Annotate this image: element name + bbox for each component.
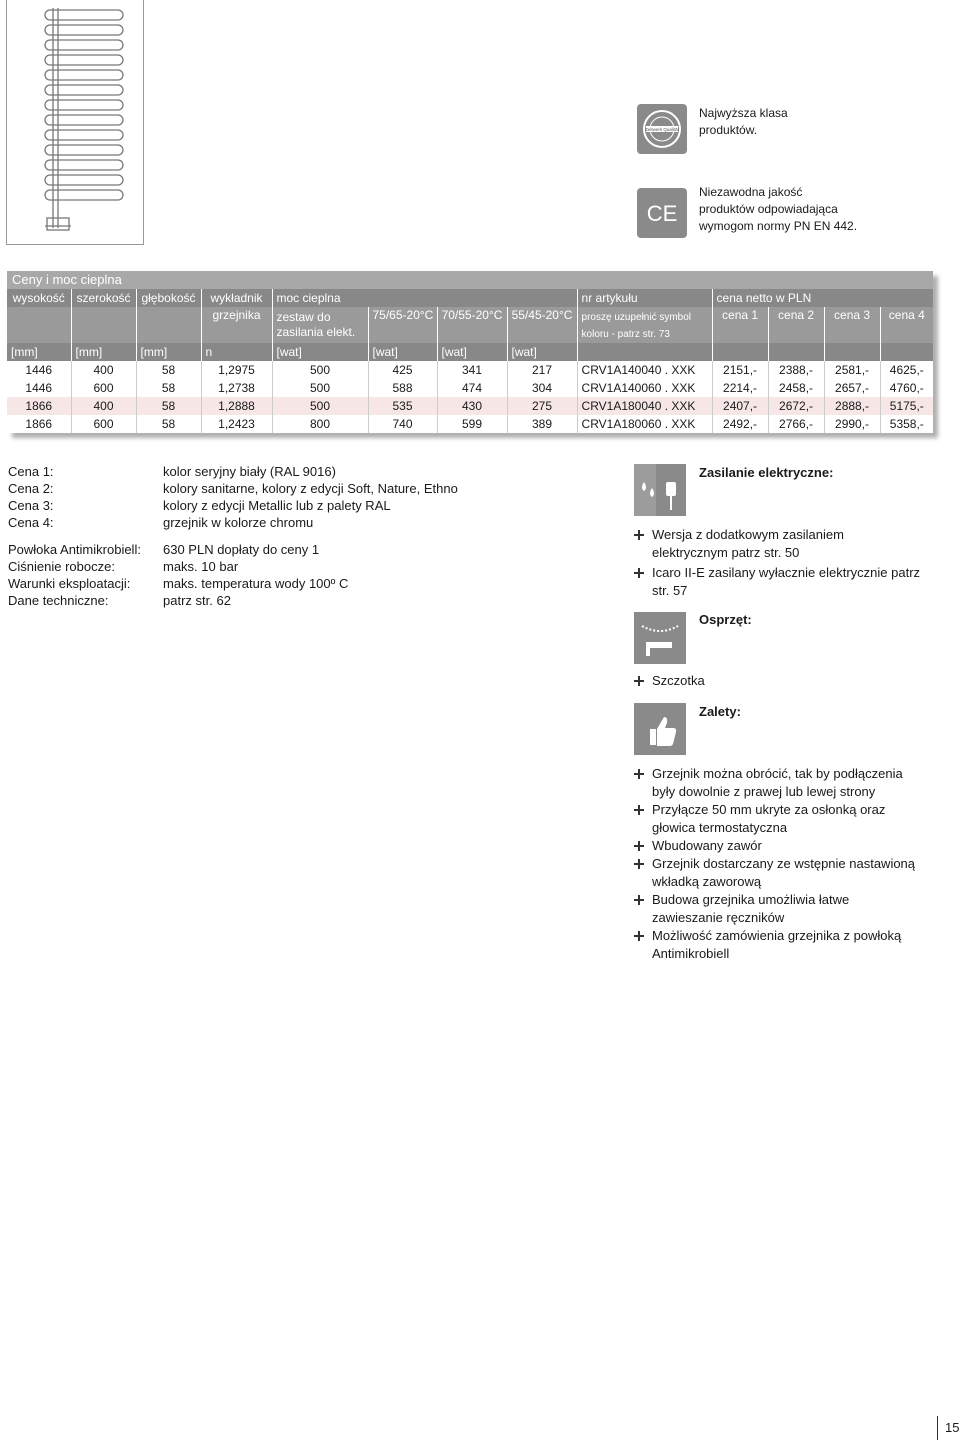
table-cell-c4: 4625,- <box>880 361 933 379</box>
accessories-title: Osprzęt: <box>699 612 752 627</box>
list-item: Możliwość zamówienia grzejnika z powłoką Antimikrobiell <box>634 927 922 963</box>
table-cell-w: 600 <box>71 379 136 397</box>
col-t1: 75/65-20°C <box>368 307 437 343</box>
col-c1: cena 1 <box>712 307 768 343</box>
col-zestaw: zestaw do zasilania elekt. <box>272 307 368 343</box>
col-cena-netto: cena netto w PLN <box>712 289 933 307</box>
table-cell-c3: 2888,- <box>824 397 880 415</box>
price-table <box>7 271 933 433</box>
accessories-badge <box>634 612 686 664</box>
reliable-line-2: produktów odpowiadająca <box>699 202 838 216</box>
plus-icon <box>634 530 644 540</box>
plus-icon <box>634 895 644 905</box>
spec-row: Dane techniczne: patrz str. 62 <box>8 593 231 608</box>
col-t3: 55/45-20°C <box>507 307 577 343</box>
unit-wat-1: [wat] <box>272 343 368 361</box>
table-cell-c3: 2657,- <box>824 379 880 397</box>
quality-text <box>699 105 788 139</box>
table-row <box>7 415 933 433</box>
table-cell-c2: 2766,- <box>768 415 824 433</box>
list-item: Grzejnik można obrócić, tak by podłączenia były dowolnie z prawej lub lewej strony <box>634 765 922 801</box>
table-cell-d: 58 <box>136 379 201 397</box>
list-item: Wersja z dodatkowym zasilaniem elektrycznym patrz str. 50 <box>634 526 922 562</box>
table-cell-n: 1,2975 <box>201 361 272 379</box>
spec-row: Cena 1: kolor seryjny biały (RAL 9016) <box>8 464 336 479</box>
table-cell-w: 400 <box>71 361 136 379</box>
list-item: Wbudowany zawór <box>634 837 922 855</box>
table-cell-c4: 4760,- <box>880 379 933 397</box>
table-cell-p1: 535 <box>368 397 437 415</box>
table-cell-d: 58 <box>136 415 201 433</box>
list-item: Icaro II-E zasilany wyłacznie elektrycznie patrz str. 57 <box>634 564 922 600</box>
ce-symbol: CE <box>646 201 678 226</box>
col-wykladnik: wykładnik <box>201 289 272 307</box>
accessories-list <box>634 672 922 690</box>
table-cell-e: 500 <box>272 397 368 415</box>
plus-icon <box>634 568 644 578</box>
spec-row: Warunki eksploatacji: maks. temperatura wody 100º C <box>8 576 349 591</box>
col-szerokosc: szerokość <box>71 289 136 307</box>
price-table-grid <box>7 289 933 433</box>
col-nr: nr artykułu <box>577 289 712 307</box>
table-cell-c1: 2407,- <box>712 397 768 415</box>
plus-icon <box>634 769 644 779</box>
table-cell-c3: 2990,- <box>824 415 880 433</box>
table-cell-d: 58 <box>136 361 201 379</box>
table-cell-p1: 425 <box>368 361 437 379</box>
unit-mm-3: [mm] <box>136 343 201 361</box>
table-cell-c4: 5358,- <box>880 415 933 433</box>
ce-icon <box>637 188 687 238</box>
unit-mm-2: [mm] <box>71 343 136 361</box>
col-moc: moc cieplna <box>272 289 577 307</box>
radiator-drawing <box>7 0 145 245</box>
col-c3: cena 3 <box>824 307 880 343</box>
table-cell-n: 1,2423 <box>201 415 272 433</box>
thumbs-up-icon <box>634 703 686 755</box>
table-title: Ceny i moc cieplna <box>7 271 933 289</box>
col-wysokosc: wysokość <box>7 289 71 307</box>
reliable-text <box>699 184 857 235</box>
electric-badge <box>634 464 686 516</box>
table-cell-c4: 5175,- <box>880 397 933 415</box>
spec-row: Powłoka Antimikrobiell: 630 PLN dopłaty do ceny 1 <box>8 542 320 557</box>
col-c2: cena 2 <box>768 307 824 343</box>
unit-n: n <box>201 343 272 361</box>
table-cell-e: 800 <box>272 415 368 433</box>
table-cell-p2: 599 <box>437 415 507 433</box>
table-cell-n: 1,2888 <box>201 397 272 415</box>
table-cell-h: 1446 <box>7 361 71 379</box>
table-cell-art: CRV1A140060 . XXK <box>577 379 712 397</box>
advantages-list <box>634 765 922 963</box>
table-cell-c1: 2151,- <box>712 361 768 379</box>
plus-icon <box>634 841 644 851</box>
advantages-title: Zalety: <box>699 704 741 719</box>
table-cell-h: 1866 <box>7 415 71 433</box>
plus-icon <box>634 805 644 815</box>
table-cell-p1: 740 <box>368 415 437 433</box>
table-cell-c1: 2492,- <box>712 415 768 433</box>
page-number-divider <box>937 1416 938 1440</box>
electric-list <box>634 526 922 600</box>
advantages-badge <box>634 703 686 755</box>
table-cell-h: 1866 <box>7 397 71 415</box>
col-nr-note: proszę uzupełnić symbol koloru - patrz str. 73 <box>577 307 712 343</box>
spec-row: Cena 4: grzejnik w kolorze chromu <box>8 515 314 530</box>
table-cell-c2: 2672,- <box>768 397 824 415</box>
quality-badge <box>637 104 687 154</box>
unit-wat-2: [wat] <box>368 343 437 361</box>
list-item: Przyłącze 50 mm ukryte za osłonką oraz głowica termostatyczna <box>634 801 922 837</box>
table-cell-p2: 341 <box>437 361 507 379</box>
quality-line-1: Najwyższa klasa <box>699 106 788 120</box>
table-cell-h: 1446 <box>7 379 71 397</box>
table-cell-e: 500 <box>272 379 368 397</box>
electric-title: Zasilanie elektryczne: <box>699 465 834 480</box>
table-cell-art: CRV1A180060 . XXK <box>577 415 712 433</box>
col-c4: cena 4 <box>880 307 933 343</box>
ce-badge <box>637 188 687 238</box>
quality-stamp-text: Zeitwerk Qualität <box>645 127 679 132</box>
plus-icon <box>634 676 644 686</box>
table-cell-p3: 304 <box>507 379 577 397</box>
spec-row: Cena 3: kolory z edycji Metallic lub z palety RAL <box>8 498 391 513</box>
table-cell-c1: 2214,- <box>712 379 768 397</box>
col-glebokosc: głębokość <box>136 289 201 307</box>
table-cell-d: 58 <box>136 397 201 415</box>
electric-plug-icon <box>634 464 686 516</box>
table-cell-c3: 2581,- <box>824 361 880 379</box>
plus-icon <box>634 859 644 869</box>
radiator-image <box>6 0 144 245</box>
table-cell-n: 1,2738 <box>201 379 272 397</box>
reliable-line-3: wymogom normy PN EN 442. <box>699 219 858 233</box>
quality-stamp-icon <box>637 104 687 154</box>
table-row <box>7 397 933 415</box>
page-number: 15 <box>945 1420 960 1435</box>
table-cell-p3: 217 <box>507 361 577 379</box>
table-cell-w: 600 <box>71 415 136 433</box>
table-row <box>7 361 933 379</box>
reliable-line-1: Niezawodna jakość <box>699 185 803 199</box>
table-cell-p3: 389 <box>507 415 577 433</box>
table-cell-e: 500 <box>272 361 368 379</box>
list-item: Grzejnik dostarczany ze wstępnie nastawioną wkładką zaworową <box>634 855 922 891</box>
brush-icon <box>634 612 686 664</box>
table-cell-art: CRV1A140040 . XXK <box>577 361 712 379</box>
specs-list <box>8 463 458 609</box>
table-cell-c2: 2388,- <box>768 361 824 379</box>
table-cell-p1: 588 <box>368 379 437 397</box>
table-cell-p3: 275 <box>507 397 577 415</box>
unit-wat-3: [wat] <box>437 343 507 361</box>
unit-wat-4: [wat] <box>507 343 577 361</box>
spec-row: Ciśnienie robocze: maks. 10 bar <box>8 559 239 574</box>
list-item: Szczotka <box>634 672 922 690</box>
plus-icon <box>634 931 644 941</box>
unit-mm-1: [mm] <box>7 343 71 361</box>
table-cell-w: 400 <box>71 397 136 415</box>
table-cell-art: CRV1A180040 . XXK <box>577 397 712 415</box>
table-row <box>7 379 933 397</box>
col-grzejnika: grzejnika <box>201 307 272 343</box>
table-cell-p2: 474 <box>437 379 507 397</box>
list-item: Budowa grzejnika umożliwia łatwe zawieszanie ręczników <box>634 891 922 927</box>
quality-line-2: produktów. <box>699 123 758 137</box>
table-cell-c2: 2458,- <box>768 379 824 397</box>
spec-row: Cena 2: kolory sanitarne, kolory z edycji Soft, Nature, Ethno <box>8 481 458 496</box>
col-t2: 70/55-20°C <box>437 307 507 343</box>
table-cell-p2: 430 <box>437 397 507 415</box>
